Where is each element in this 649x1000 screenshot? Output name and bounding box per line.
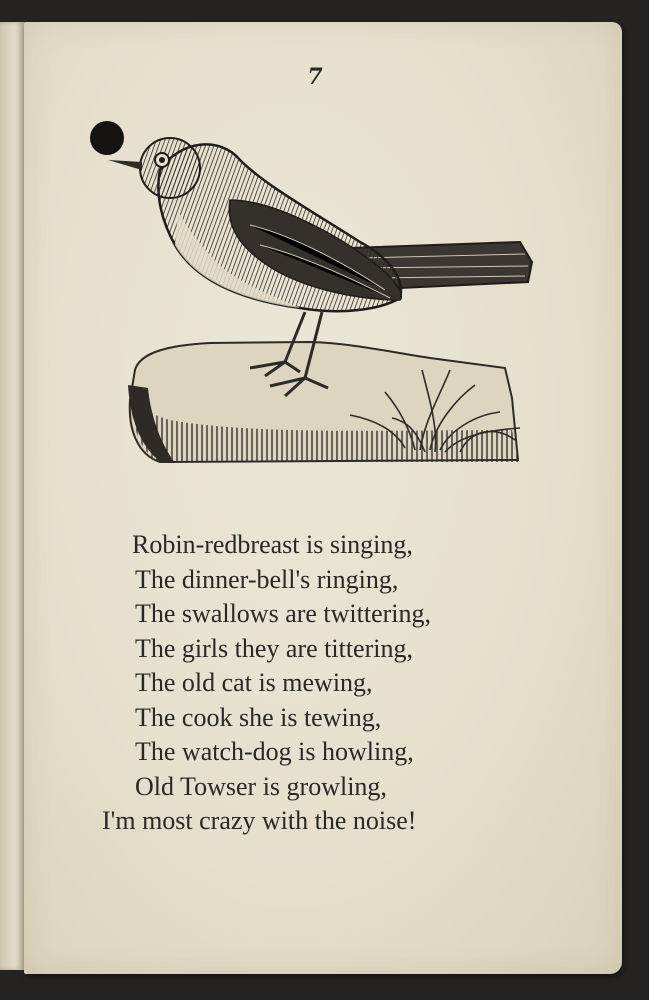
poem-line-4: The girls they are tittering, [135,633,413,663]
poem-text [80,528,580,839]
poem-line-5: The old cat is mewing, [135,668,373,697]
facing-page-edge [0,22,25,970]
poem-line-8: Old Towser is growling, [135,771,387,801]
page-number: 7 [307,64,323,90]
robin-illustration-icon [100,130,540,480]
poem-line-3: The swallows are twittering, [135,599,432,628]
bird-beak [108,160,142,170]
poem-line-6: The cook she is tewing, [135,702,382,732]
poem-line-2: The dinner-bell's ringing, [135,564,399,594]
poem-line-9: I'm most crazy with the noise! [102,806,417,835]
rock-shape [128,342,518,463]
poem-line-7: The watch-dog is howling, [135,737,414,766]
poem-line-1: Robin-redbreast is singing, [132,530,413,559]
